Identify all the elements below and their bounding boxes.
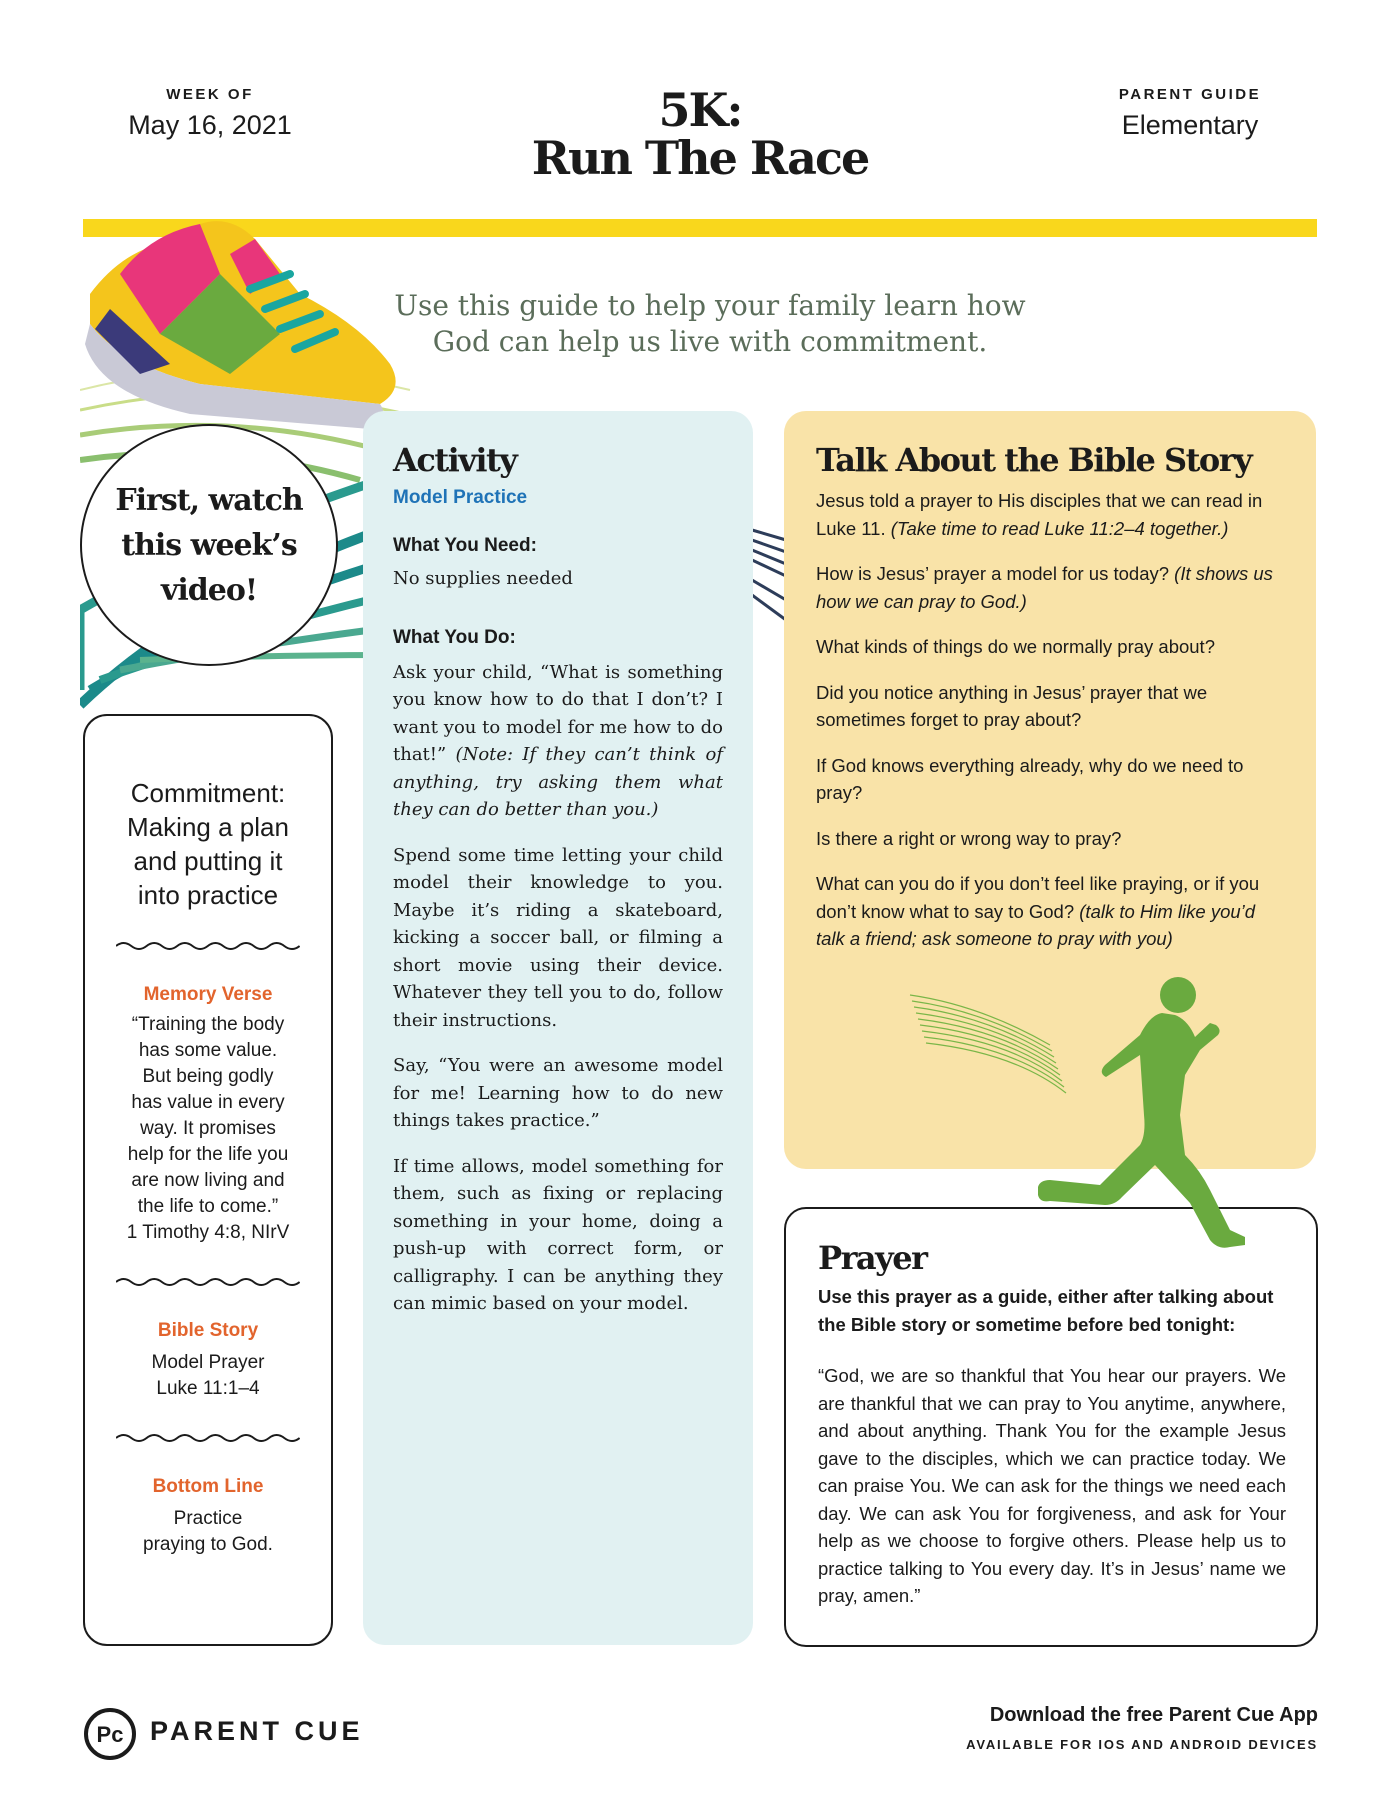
activity-step-3: Say, “You were an awesome model for me! Learning how to do new things takes practice.” <box>393 1055 723 1131</box>
verse-line: help for the life you <box>127 1144 289 1165</box>
video-line-2: this week’s <box>121 527 297 563</box>
talk-question-text: How is Jesus’ prayer a model for us today? <box>816 563 1170 584</box>
sidebar-summary <box>83 714 333 1646</box>
parent-cue-logo-icon <box>82 1706 138 1762</box>
verse-line: has some value. <box>138 1040 278 1061</box>
verse-line: But being godly <box>142 1066 274 1087</box>
theme-text <box>101 776 315 912</box>
verse-line: are now living and <box>131 1170 285 1191</box>
theme-line: and putting it <box>133 846 283 876</box>
page-title <box>520 83 880 185</box>
prayer-intro: Use this prayer as a guide, either after talking about the Bible story or sometime before bed tonight: <box>818 1286 1274 1335</box>
bottom-line-label: Bottom Line <box>152 1476 264 1497</box>
activity-step-4: If time allows, model something for them, such as fixing or replacing something in your home, doing a push-up with correct form, or calligraphy. I can be anything they can mimic based on your model. <box>393 1155 723 1314</box>
sneaker-illustration <box>80 214 410 444</box>
what-you-need-text: No supplies needed <box>393 568 573 589</box>
video-line-3: video! <box>160 572 258 608</box>
squiggle-divider <box>116 1432 300 1444</box>
activity-subheading: Model Practice <box>393 487 528 508</box>
talk-question: If God knows everything already, why do we need to pray? <box>816 754 1244 803</box>
talk-question: What kinds of things do we normally pray about? <box>816 636 1215 657</box>
guide-level: Elementary <box>1121 110 1259 140</box>
talk-heading: Talk About the Bible Story <box>816 441 1252 479</box>
theme-line: Commitment: <box>130 778 286 808</box>
squiggle-divider <box>116 1276 300 1288</box>
activity-step-1-text: Ask your child, “What is something you know how to do that I don’t? I want you to model for me how to do that!” <box>393 661 723 765</box>
verse-line: “Training the body <box>131 1014 285 1035</box>
theme-line: Making a plan <box>127 812 289 842</box>
title-line-2: Run The Race <box>531 131 869 185</box>
bottom-line-line: praying to God. <box>143 1534 273 1555</box>
brand-name: PARENT CUE <box>150 1716 364 1746</box>
theme-line: into practice <box>137 880 279 910</box>
intro-text <box>380 288 1040 360</box>
download-app-text: Download the free Parent Cue App <box>989 1704 1318 1726</box>
parent-guide-label: PARENT GUIDE <box>1118 86 1262 103</box>
talk-question-note: (It shows us how we can pray to God.) <box>816 563 1273 612</box>
prayer-heading: Prayer <box>818 1239 927 1277</box>
what-you-need-label: What You Need: <box>393 535 537 556</box>
activity-step-1 <box>393 659 723 824</box>
video-line-1: First, watch <box>115 482 303 518</box>
intro-line-1: Use this guide to help your family learn how <box>394 289 1026 322</box>
story-line: Luke 11:1–4 <box>156 1378 260 1399</box>
squiggle-divider <box>116 940 300 952</box>
bottom-line-line: Practice <box>173 1508 243 1529</box>
talk-question-text: Jesus told a prayer to His disciples that we can read in Luke 11. <box>816 490 1263 539</box>
stripe-decoration-middle <box>752 520 786 640</box>
verse-reference: 1 Timothy 4:8, NIrV <box>126 1222 290 1243</box>
talk-question: Did you notice anything in Jesus’ prayer that we sometimes forget to pray about? <box>816 681 1208 730</box>
talk-question <box>816 560 1284 615</box>
watch-video-callout <box>80 424 338 666</box>
verse-line: the life to come.” <box>137 1196 279 1217</box>
activity-card <box>363 411 753 1645</box>
availability-text: AVAILABLE FOR IOS AND ANDROID DEVICES <box>966 1737 1318 1752</box>
intro-line-2: God can help us live with commitment. <box>432 325 988 358</box>
what-you-do-label: What You Do: <box>393 626 516 648</box>
week-date: May 16, 2021 <box>128 110 292 140</box>
verse-line: way. It promises <box>140 1118 276 1139</box>
talk-question <box>816 487 1284 542</box>
talk-question <box>816 870 1284 953</box>
talk-question-note: (Take time to read Luke 11:2–4 together.) <box>890 517 1229 539</box>
bible-story-text <box>85 1350 331 1402</box>
bible-story-label: Bible Story <box>157 1320 259 1341</box>
prayer-text: “God, we are so thankful that You hear our prayers. We are thankful that we can pray to You anytime, anywhere, and about anything. Thank You for the example Jesus gave to the disciples, which we can practice today. We can praise You. We can ask for the things we need each day. We can ask You for forgiveness, and ask for Your help as we choose to forgive others. Please help us to practice talking to You every day. It’s in Jesus’ name we pray, amen.” <box>818 1365 1286 1606</box>
activity-heading: Activity <box>393 441 517 479</box>
activity-step-1-note: (Note: If they can’t think of anything, try asking them what they can do better than you.) <box>393 744 723 820</box>
logo-mark-text: Pc <box>96 1722 124 1747</box>
talk-question: Is there a right or wrong way to pray? <box>816 827 1122 849</box>
memory-verse-text <box>85 1012 331 1246</box>
verse-line: has value in every <box>131 1092 285 1113</box>
bottom-line-text <box>85 1506 331 1558</box>
memory-verse-label: Memory Verse <box>143 984 273 1005</box>
talk-question-note: (talk to Him like you’d talk a friend; ask someone to pray with you) <box>816 900 1256 949</box>
story-line: Model Prayer <box>151 1352 265 1373</box>
talk-question-text: What can you do if you don’t feel like praying, or if you don’t know what to say to God? <box>816 873 1260 922</box>
title-line-1: 5K: <box>658 83 742 137</box>
running-person-illustration <box>900 975 1280 1275</box>
activity-step-2: Spend some time letting your child model their knowledge to you. Maybe it’s riding a skateboard, kicking a soccer ball, or filming a short movie using their device. Whatever they tell you to do, follow their instructions. <box>393 844 723 1031</box>
week-of-label: WEEK OF <box>166 86 254 103</box>
